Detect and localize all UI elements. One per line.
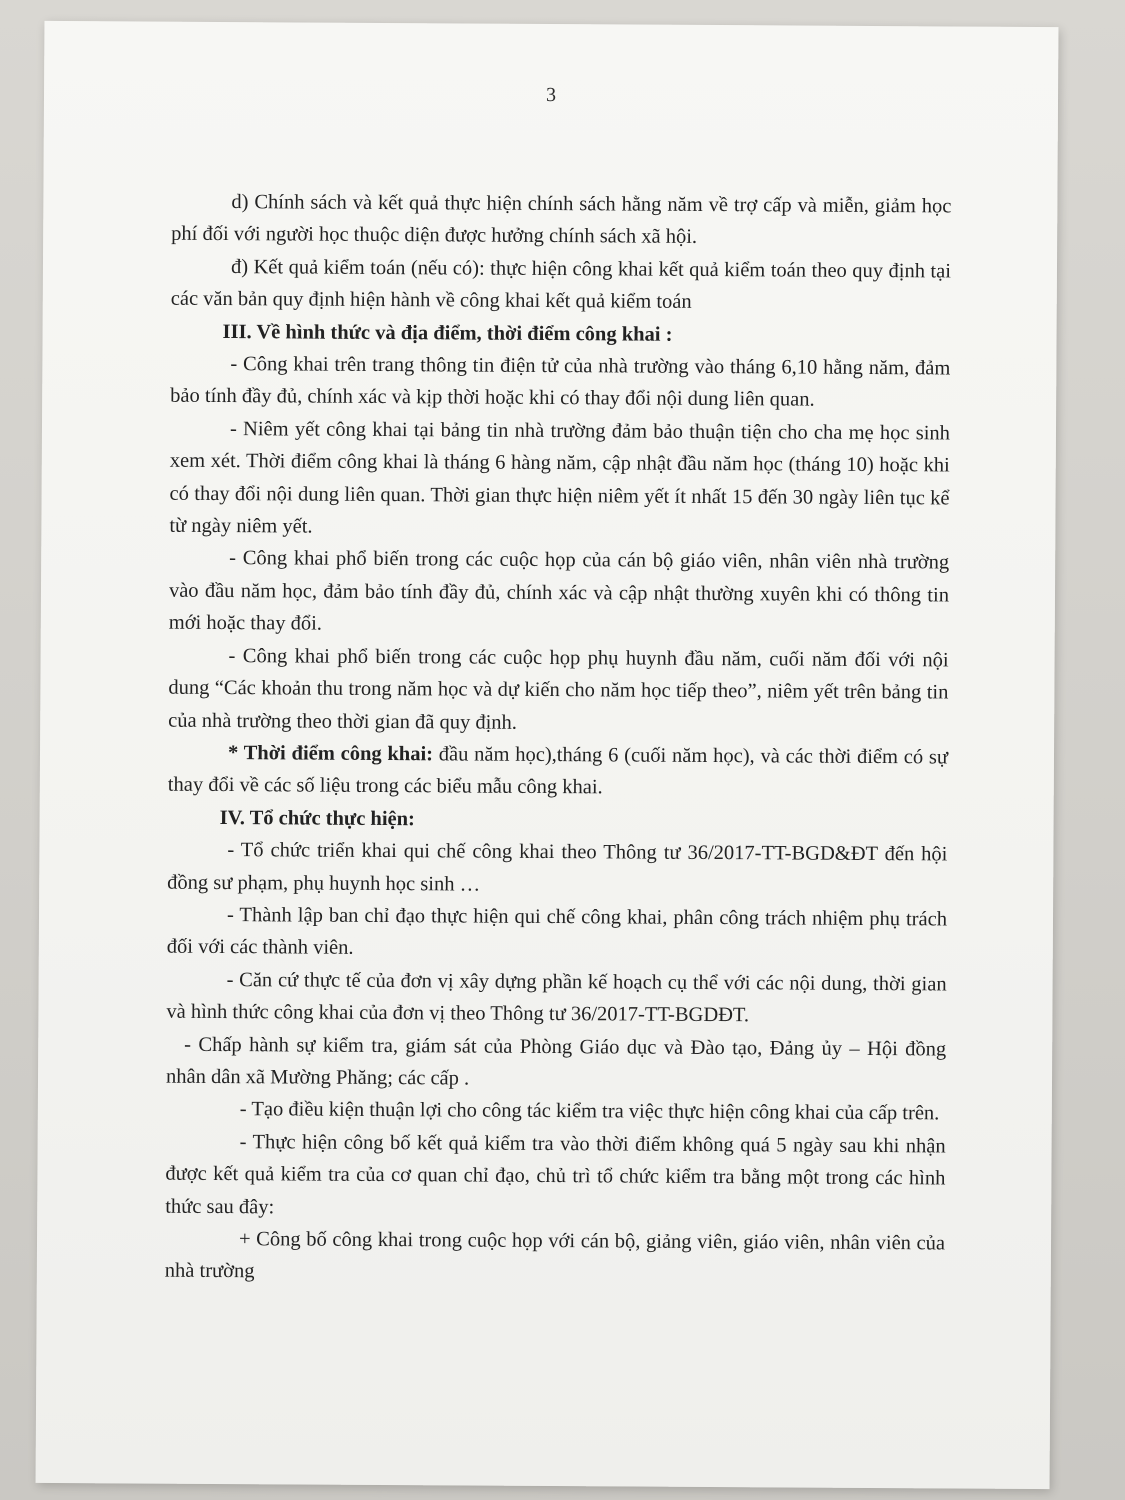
paragraph-disclosure-time (168, 737, 948, 807)
paragraph-iii-staff-meetings: - Công khai phổ biến trong các cuộc họp của cán bộ giáo viên, nhân viên nhà trường vào đầu năm học, đảm bảo tính đầy đủ, chính xác và cập nhật thường xuyên khi có thông tin mới hoặc thay đổi. (168, 547, 950, 635)
paragraph-iii-parent-meetings: - Công khai phổ biến trong các cuộc họp phụ huynh đầu năm, cuối năm đối với nội dung “Các khoản thu trong năm học và dự kiến cho năm học tiếp theo”, niêm yết trên bảng tin của nhà trường theo thời gian đã quy định. (168, 644, 949, 734)
paragraph-iv-announce: - Thực hiện công bố kết quả kiểm tra vào thời điểm không quá 5 ngày sau khi nhận được kết quả kiểm tra của cơ quan chỉ đạo, chủ trì tổ chức kiểm tra bằng một trong các hình thức sau đây: (165, 1130, 946, 1218)
disclosure-time-text: đầu năm học),tháng 6 (cuối năm học), và các thời điểm có sự thay đổi về các số liệu trong các biểu mẫu công khai. (167, 743, 949, 799)
paragraph-iii-noticeboard: - Niêm yết công khai tại bảng tin nhà trường đảm bảo thuận tiện cho cha mẹ học sinh xem xét. Thời điểm công khai là tháng 6 hàng năm, cập nhật đầu năm học (tháng 10) hoặc khi có thay đổi nội dung liên quan. Thời gian thực hiện niêm yết ít nhất 15 đến 30 ngày liên tục kể từ ngày niêm yết. (169, 417, 951, 538)
paragraph-iv-committee: - Thành lập ban chỉ đạo thực hiện qui chế công khai, phân công trách nhiệm phụ trách đối với các thành viên. (166, 903, 948, 960)
section-heading-iv: IV. Tổ chức thực hiện: (219, 806, 415, 830)
document-page (36, 21, 1059, 1489)
page-number: 3 (545, 83, 557, 107)
paragraph-iv-deploy: - Tổ chức triển khai qui chế công khai theo Thông tư 36/2017-TT-BGD&ĐT đến hội đồng sư phạm, phụ huynh học sinh … (167, 839, 948, 896)
section-heading-iii: III. Về hình thức và địa điểm, thời điểm công khai : (222, 320, 673, 346)
paragraph-d: d) Chính sách và kết quả thực hiện chính sách hằng năm về trợ cấp và miễn, giảm học phí đối với người học thuộc diện được hưởng chính sách xã hội. (171, 191, 952, 249)
paragraph-dd: đ) Kết quả kiểm toán (nếu có): thực hiện công khai kết quả kiểm toán theo quy định tại các văn bản quy định hiện hành về công khai kết quả kiểm toán (170, 255, 952, 314)
paragraph-iv-plan: - Căn cứ thực tế của đơn vị xây dựng phần kế hoạch cụ thể với các nội dung, thời gian và hình thức công khai của đơn vị theo Thông tư 36/2017-TT-BGDĐT. (166, 968, 947, 1027)
paragraph-iv-meeting-announce: + Công bố công khai trong cuộc họp với cán bộ, giảng viên, giáo viên, nhân viên của nhà trường (164, 1228, 946, 1283)
paragraph-iv-facilitate: - Tạo điều kiện thuận lợi cho công tác kiểm tra việc thực hiện công khai của cấp trên. (239, 1098, 940, 1125)
paragraph-iv-inspection: - Chấp hành sự kiểm tra, giám sát của Phòng Giáo dục và Đào tạo, Đảng ủy – Hội đồng nhân dân xã Mường Phăng; các cấp . (165, 1033, 947, 1090)
paragraph-iii-website: - Công khai trên trang thông tin điện tử của nhà trường vào tháng 6,10 hằng năm, đảm bảo tính đầy đủ, chính xác và kịp thời hoặc khi có thay đổi nội dung liên quan. (170, 353, 951, 412)
disclosure-time-label: * Thời điểm công khai: (227, 741, 434, 766)
document-body (165, 186, 952, 1293)
